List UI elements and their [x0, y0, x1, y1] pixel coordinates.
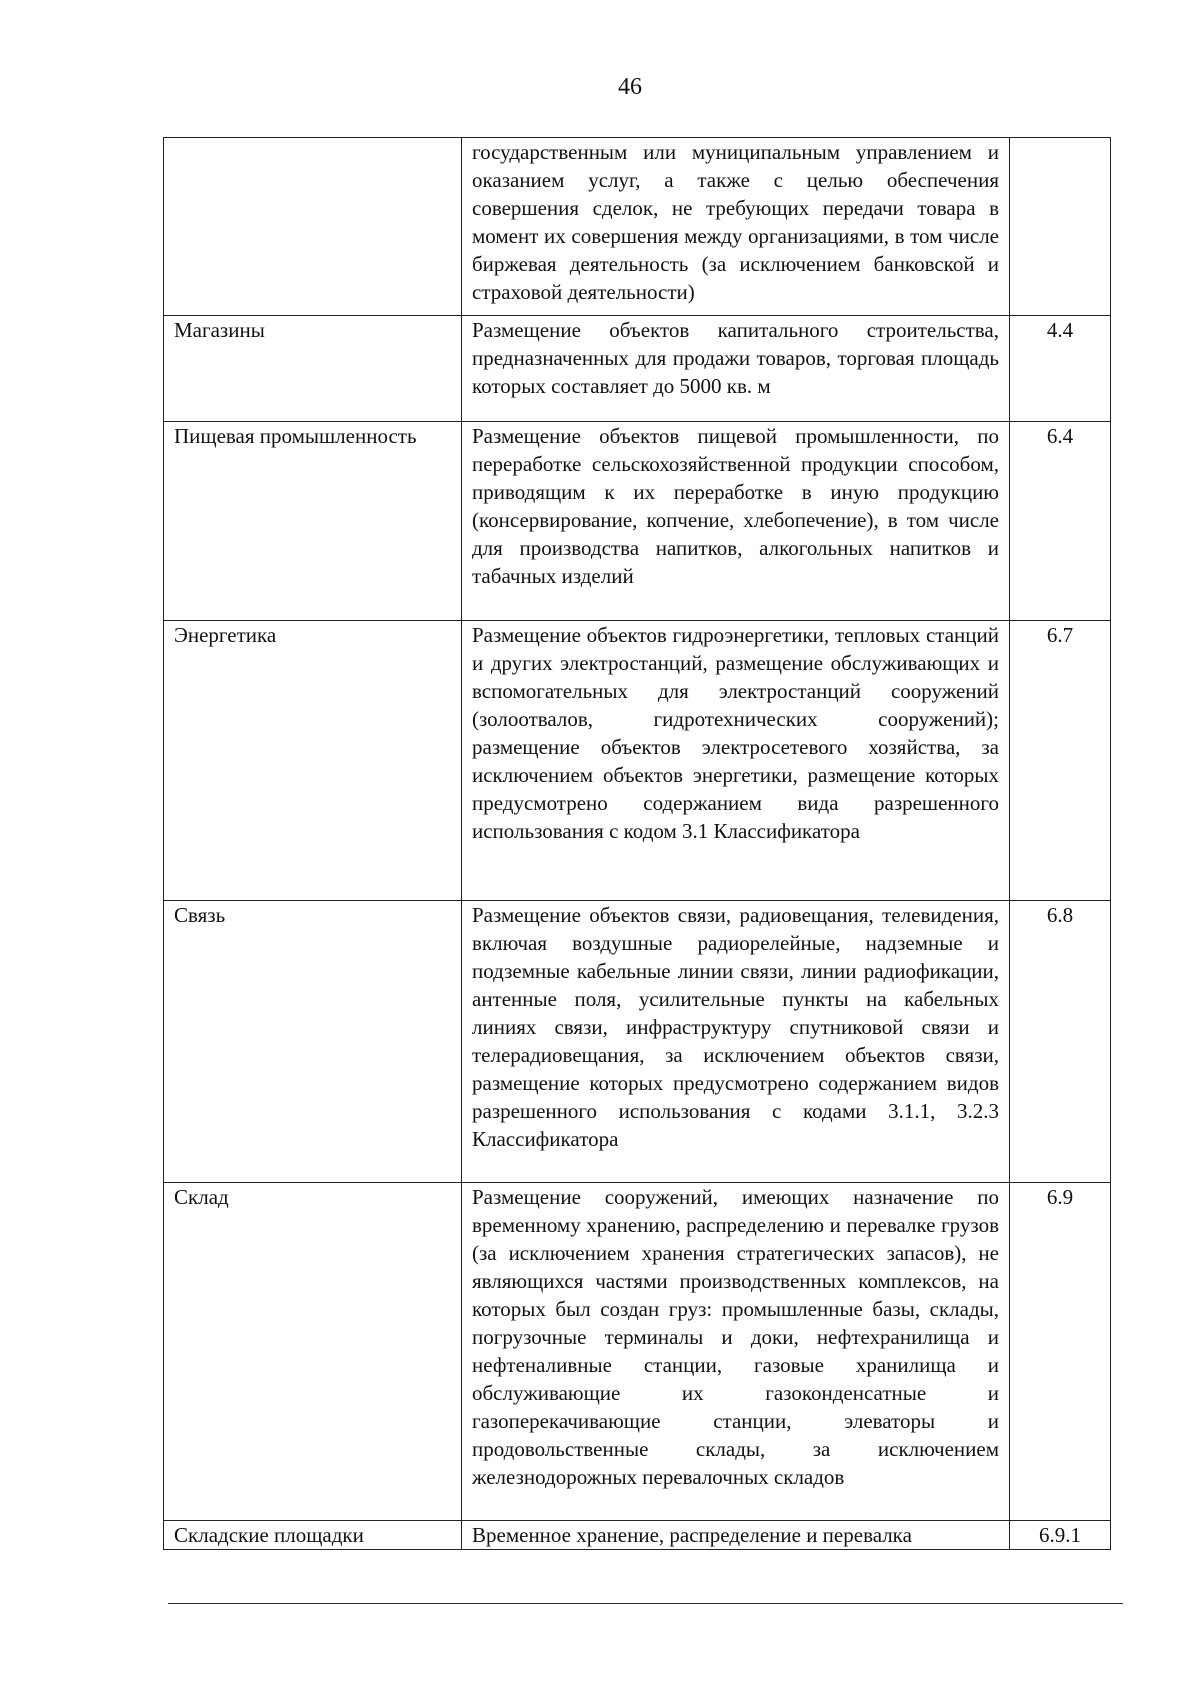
use-code-cell: 6.8	[1010, 901, 1111, 1183]
use-code-cell: 4.4	[1010, 316, 1111, 422]
table-row	[164, 901, 1111, 1183]
land-use-table	[163, 137, 1111, 1550]
use-code-cell	[1010, 138, 1111, 316]
use-name-cell: Магазины	[164, 316, 462, 422]
table-row	[164, 138, 1111, 316]
use-code-cell: 6.4	[1010, 422, 1111, 621]
table-row	[164, 1183, 1111, 1521]
use-description-cell: Размещение сооружений, имеющих назначение по временному хранению, распределению и перевалке грузов (за исключением хранения стратегических запасов), не являющихся частями производственных комплексов, на которых был создан груз: промышленные базы, склады, погрузочные терминалы и доки, нефтехранилища и нефтеналивные станции, газовые хранилища и обслуживающие их газоконденсатные и газоперекачивающие станции, элеваторы и продовольственные склады, за исключением железнодорожных перевалочных складов	[462, 1183, 1010, 1521]
use-name-cell: Склад	[164, 1183, 462, 1521]
footer-divider	[168, 1603, 1123, 1604]
use-name-cell: Связь	[164, 901, 462, 1183]
use-code-cell: 6.9	[1010, 1183, 1111, 1521]
use-description-cell: государственным или муниципальным управлением и оказанием услуг, а также с целью обеспечения совершения сделок, не требующих передачи товара в момент их совершения между организациями, в том числе биржевая деятельность (за исключением банковской и страховой деятельности)	[462, 138, 1010, 316]
use-description-cell: Размещение объектов гидроэнергетики, тепловых станций и других электростанций, размещение обслуживающих и вспомогательных для электростанций сооружений (золоотвалов, гидротехнических сооружений); размещение объектов электросетевого хозяйства, за исключением объектов энергетики, размещение которых предусмотрено содержанием вида разрешенного использования с кодом 3.1 Классификатора	[462, 621, 1010, 901]
table-row	[164, 621, 1111, 901]
page-number: 46	[618, 74, 642, 100]
use-code-cell: 6.7	[1010, 621, 1111, 901]
use-name-cell: Складские площадки	[164, 1521, 462, 1550]
use-description-cell: Размещение объектов капитального строительства, предназначенных для продажи товаров, торговая площадь которых составляет до 5000 кв. м	[462, 316, 1010, 422]
table-row	[164, 422, 1111, 621]
use-code-cell: 6.9.1	[1010, 1521, 1111, 1550]
use-description-cell: Размещение объектов пищевой промышленности, по переработке сельскохозяйственной продукции способом, приводящим к их переработке в иную продукцию (консервирование, копчение, хлебопечение), в том числе для производства напитков, алкогольных напитков и табачных изделий	[462, 422, 1010, 621]
use-description-cell: Временное хранение, распределение и перевалка	[462, 1521, 1010, 1550]
table-row	[164, 1521, 1111, 1550]
use-name-cell: Пищевая промышленность	[164, 422, 462, 621]
use-name-cell	[164, 138, 462, 316]
use-name-cell: Энергетика	[164, 621, 462, 901]
table-row	[164, 316, 1111, 422]
use-description-cell: Размещение объектов связи, радиовещания, телевидения, включая воздушные радиорелейные, надземные и подземные кабельные линии связи, линии радиофикации, антенные поля, усилительные пункты на кабельных линиях связи, инфраструктуру спутниковой связи и телерадиовещания, за исключением объектов связи, размещение которых предусмотрено содержанием видов разрешенного использования с кодами 3.1.1, 3.2.3 Классификатора	[462, 901, 1010, 1183]
